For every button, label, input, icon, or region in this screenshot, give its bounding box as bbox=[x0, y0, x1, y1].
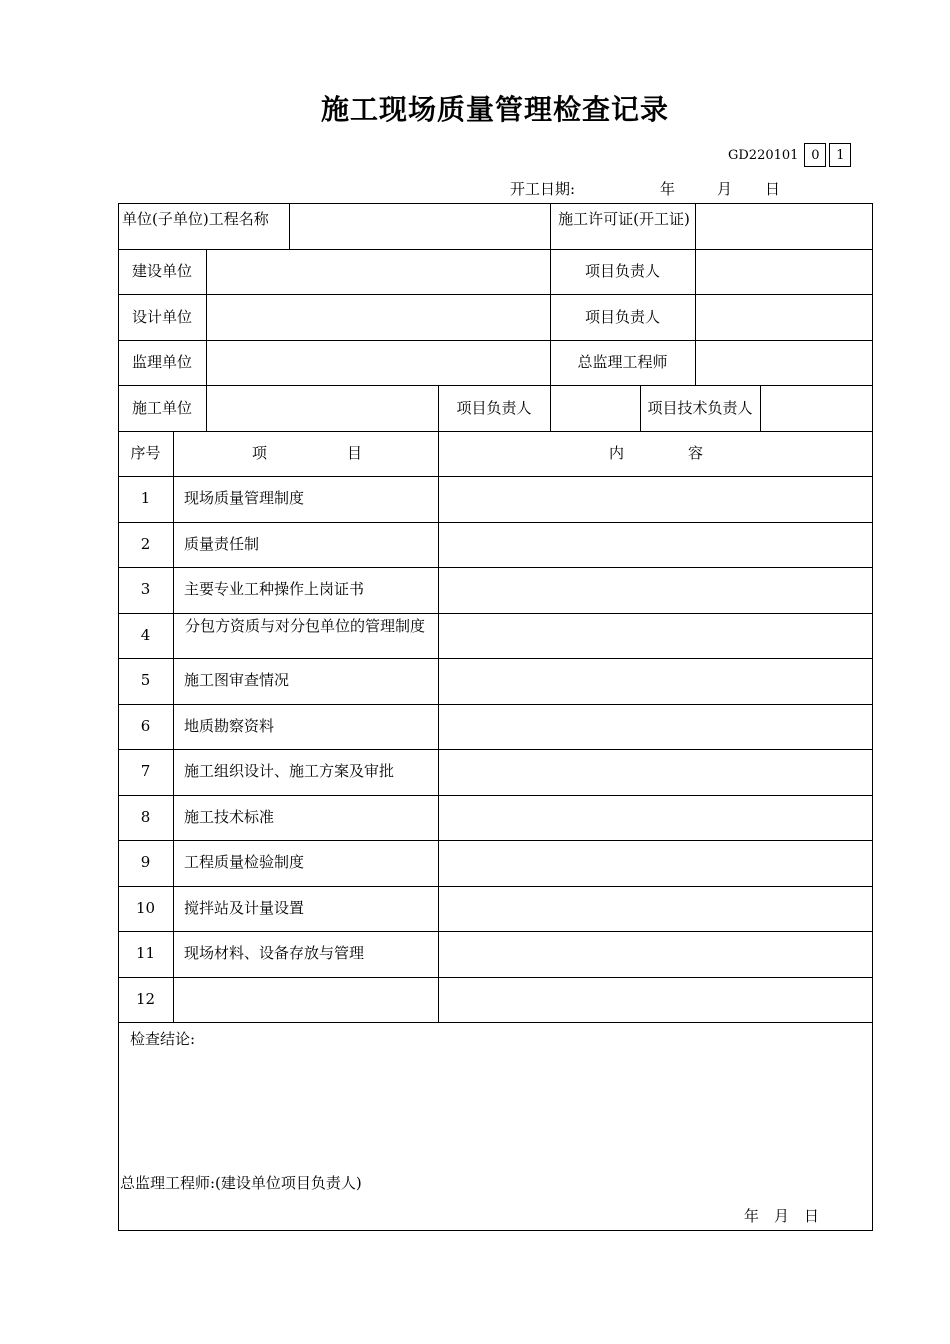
item-name: 施工技术标准 bbox=[184, 808, 275, 826]
item-number: 8 bbox=[140, 808, 151, 826]
start-date-year: 年 bbox=[660, 180, 676, 198]
page-title: 施工现场质量管理检查记录 bbox=[320, 93, 669, 126]
item-content-input[interactable] bbox=[440, 978, 870, 1021]
item-number: 10 bbox=[135, 899, 156, 917]
designer-value[interactable] bbox=[207, 295, 549, 340]
col-header-content bbox=[438, 431, 873, 476]
item-content-input[interactable] bbox=[440, 523, 870, 566]
row-divider bbox=[118, 1022, 873, 1023]
item-name: 施工组织设计、施工方案及审批 bbox=[184, 762, 395, 780]
col-divider bbox=[173, 431, 174, 1022]
item-number: 11 bbox=[135, 944, 156, 962]
conclusion-date: 年 月 日 bbox=[744, 1206, 820, 1225]
builder-label: 建设单位 bbox=[131, 262, 192, 280]
item-name: 分包方资质与对分包单位的管理制度 bbox=[185, 617, 426, 635]
item-name: 地质勘察资料 bbox=[184, 717, 275, 735]
item-name: 主要专业工种操作上岗证书 bbox=[184, 580, 365, 598]
contractor-label: 施工单位 bbox=[131, 398, 192, 417]
item-content-input[interactable] bbox=[440, 887, 870, 930]
designer-lead-value[interactable] bbox=[696, 295, 872, 340]
item-content-input[interactable] bbox=[440, 750, 870, 793]
conclusion-signer: 总监理工程师:(建设单位项目负责人) bbox=[120, 1173, 362, 1192]
supervisor-value[interactable] bbox=[207, 341, 549, 385]
chief-supervisor-label: 总监理工程师 bbox=[577, 353, 668, 371]
form-code-prefix: GD220101 bbox=[728, 147, 799, 163]
col-header-content-a: 内 bbox=[609, 444, 625, 462]
item-content-input[interactable] bbox=[440, 477, 870, 520]
item-content-input[interactable] bbox=[440, 796, 870, 839]
item-content-input[interactable] bbox=[440, 659, 870, 702]
form-code-box: 0 bbox=[804, 143, 826, 167]
item-name: 搅拌站及计量设置 bbox=[184, 899, 305, 917]
builder-value[interactable] bbox=[207, 250, 549, 294]
conclusion-label: 检查结论: bbox=[130, 1029, 196, 1048]
form-code bbox=[728, 143, 851, 167]
builder-lead-value[interactable] bbox=[696, 250, 872, 294]
conclusion-input[interactable] bbox=[208, 1053, 808, 1163]
start-date-day: 日 bbox=[765, 180, 781, 198]
table-border bbox=[872, 203, 873, 1231]
tech-lead-label: 项目技术负责人 bbox=[647, 398, 753, 417]
item-content-input[interactable] bbox=[440, 614, 870, 657]
designer-label: 设计单位 bbox=[131, 307, 192, 326]
item-number: 12 bbox=[135, 990, 156, 1008]
col-header-content-b: 容 bbox=[688, 444, 704, 462]
chief-supervisor-value[interactable] bbox=[696, 341, 872, 385]
item-number: 2 bbox=[140, 535, 151, 553]
item-number: 5 bbox=[140, 671, 151, 689]
item-name: 施工图审查情况 bbox=[184, 671, 290, 689]
form-code-box: 1 bbox=[829, 143, 851, 167]
item-number: 3 bbox=[140, 580, 151, 598]
item-content-input[interactable] bbox=[440, 932, 870, 975]
builder-lead-label: 项目负责人 bbox=[584, 262, 660, 280]
start-date-label: 开工日期: bbox=[510, 180, 576, 198]
col-header-item-a: 项 bbox=[252, 444, 268, 462]
item-name: 质量责任制 bbox=[184, 535, 260, 553]
col-divider bbox=[438, 385, 439, 1022]
item-content-input[interactable] bbox=[440, 568, 870, 611]
item-name: 现场材料、设备存放与管理 bbox=[184, 944, 365, 962]
table-border bbox=[118, 1230, 873, 1231]
contractor-lead-value[interactable] bbox=[551, 386, 639, 431]
permit-label: 施工许可证(开工证) bbox=[558, 210, 690, 228]
item-name bbox=[184, 977, 436, 1022]
col-header-seq: 序号 bbox=[130, 444, 161, 462]
contractor-value[interactable] bbox=[207, 386, 437, 431]
project-name-value[interactable] bbox=[290, 204, 549, 248]
tech-lead-value[interactable] bbox=[761, 386, 872, 431]
item-number: 1 bbox=[140, 489, 151, 507]
start-date-month: 月 bbox=[717, 180, 733, 198]
item-number: 7 bbox=[140, 762, 151, 780]
item-number: 4 bbox=[140, 626, 151, 644]
item-number: 6 bbox=[140, 717, 151, 735]
item-name: 工程质量检验制度 bbox=[184, 853, 305, 871]
item-number: 9 bbox=[140, 853, 151, 871]
project-name-label: 单位(子单位)工程名称 bbox=[122, 210, 269, 228]
item-content-input[interactable] bbox=[440, 705, 870, 748]
contractor-lead-label: 项目负责人 bbox=[456, 398, 532, 417]
permit-value[interactable] bbox=[696, 204, 872, 248]
col-header-item-b: 目 bbox=[347, 444, 363, 462]
col-header-item bbox=[173, 431, 438, 476]
project-name-label-cell bbox=[122, 206, 287, 248]
quality-check-grid bbox=[118, 203, 873, 1231]
permit-label-cell bbox=[554, 206, 694, 248]
item-name: 现场质量管理制度 bbox=[184, 489, 305, 507]
designer-lead-label: 项目负责人 bbox=[584, 307, 660, 326]
item-content-input[interactable] bbox=[440, 841, 870, 884]
supervisor-label: 监理单位 bbox=[131, 353, 192, 371]
